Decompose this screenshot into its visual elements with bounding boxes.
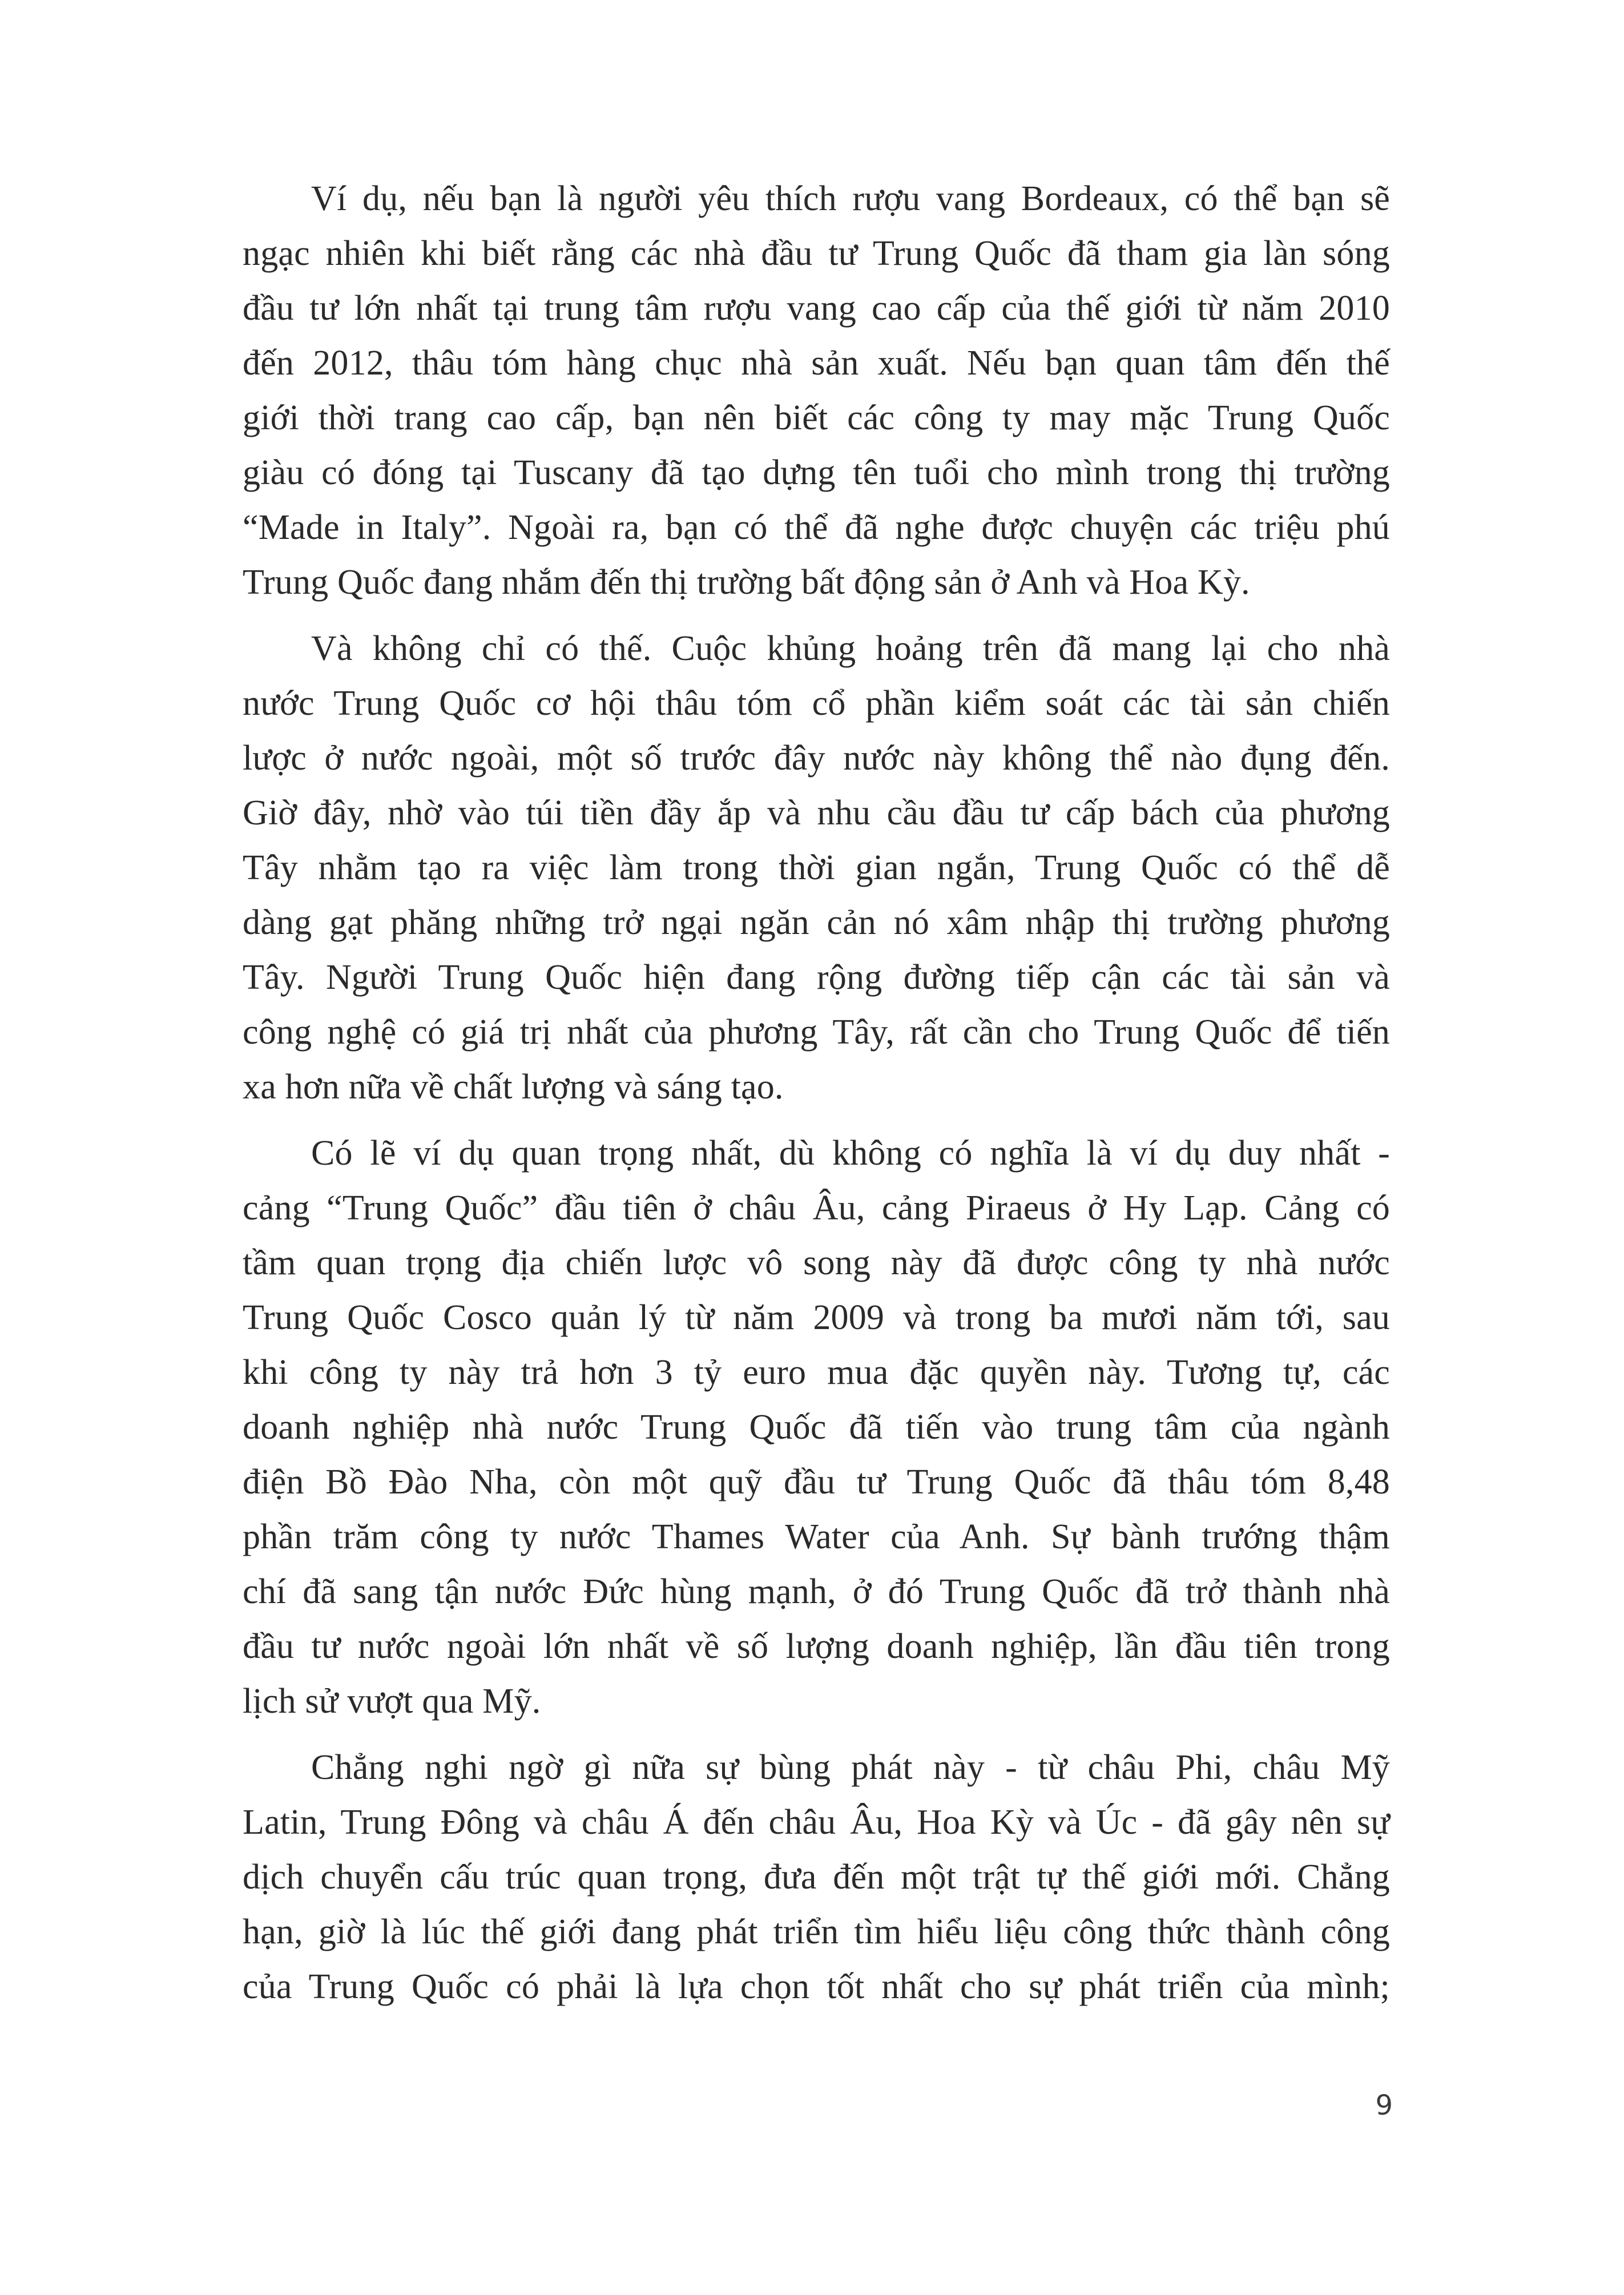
text-line: khi công ty này trả hơn 3 tỷ euro mua đặc quyền này. Tương tự, các [243,1353,1390,1392]
text-line: đến 2012, thâu tóm hàng chục nhà sản xuất. Nếu bạn quan tâm đến thế [243,344,1390,382]
body-text [243,171,1390,2014]
text-line: Latin, Trung Đông và châu Á đến châu Âu, Hoa Kỳ và Úc - đã gây nên sự [243,1803,1390,1842]
text-line: doanh nghiệp nhà nước Trung Quốc đã tiến vào trung tâm của ngành [243,1408,1390,1447]
text-line: nước Trung Quốc cơ hội thâu tóm cổ phần kiểm soát các tài sản chiến [243,684,1390,723]
text-line: Giờ đây, nhờ vào túi tiền đầy ắp và nhu cầu đầu tư cấp bách của phương [243,794,1390,832]
text-line: công nghệ có giá trị nhất của phương Tây, rất cần cho Trung Quốc để tiến [243,1013,1390,1052]
text-line: Tây nhằm tạo ra việc làm trong thời gian ngắn, Trung Quốc có thể dễ [243,848,1390,887]
text-line: “Made in Italy”. Ngoài ra, bạn có thể đã nghe được chuyện các triệu phú [243,508,1390,547]
paragraph-3 [243,1126,1390,1729]
text-line: Có lẽ ví dụ quan trọng nhất, dù không có nghĩa là ví dụ duy nhất - [311,1134,1390,1173]
paragraph-1 [243,171,1390,610]
paragraph-4 [243,1740,1390,2014]
text-line: giới thời trang cao cấp, bạn nên biết các công ty may mặc Trung Quốc [243,398,1390,437]
text-line: Ví dụ, nếu bạn là người yêu thích rượu vang Bordeaux, có thể bạn sẽ [311,179,1390,218]
text-line: dịch chuyển cấu trúc quan trọng, đưa đến một trật tự thế giới mới. Chẳng [243,1858,1390,1897]
text-line: tầm quan trọng địa chiến lược vô song này đã được công ty nhà nước [243,1243,1390,1282]
text-line: cảng “Trung Quốc” đầu tiên ở châu Âu, cảng Piraeus ở Hy Lạp. Cảng có [243,1189,1390,1227]
text-line: đầu tư lớn nhất tại trung tâm rượu vang cao cấp của thế giới từ năm 2010 [243,289,1390,328]
text-line: giàu có đóng tại Tuscany đã tạo dựng tên tuổi cho mình trong thị trường [243,453,1390,492]
paragraph-2 [243,621,1390,1114]
text-line: chí đã sang tận nước Đức hùng mạnh, ở đó Trung Quốc đã trở thành nhà [243,1572,1390,1611]
text-line: xa hơn nữa về chất lượng và sáng tạo. [243,1068,784,1106]
text-line: Chẳng nghi ngờ gì nữa sự bùng phát này - từ châu Phi, châu Mỹ [311,1748,1390,1787]
page-number: 9 [1375,2089,1393,2121]
text-line: lược ở nước ngoài, một số trước đây nước này không thể nào đụng đến. [243,739,1390,778]
text-line: Tây. Người Trung Quốc hiện đang rộng đường tiếp cận các tài sản và [243,958,1390,997]
text-line: phần trăm công ty nước Thames Water của Anh. Sự bành trướng thậm [243,1517,1390,1556]
text-line: Và không chỉ có thế. Cuộc khủng hoảng trên đã mang lại cho nhà [311,629,1390,668]
text-line: ngạc nhiên khi biết rằng các nhà đầu tư Trung Quốc đã tham gia làn sóng [243,234,1390,273]
text-line: đầu tư nước ngoài lớn nhất về số lượng doanh nghiệp, lần đầu tiên trong [243,1627,1390,1666]
text-line: Trung Quốc đang nhắm đến thị trường bất động sản ở Anh và Hoa Kỳ. [243,563,1250,602]
text-line: Trung Quốc Cosco quản lý từ năm 2009 và trong ba mươi năm tới, sau [243,1298,1390,1337]
text-line: điện Bồ Đào Nha, còn một quỹ đầu tư Trung Quốc đã thâu tóm 8,48 [243,1463,1390,1501]
text-line: dàng gạt phăng những trở ngại ngăn cản nó xâm nhập thị trường phương [243,903,1390,942]
text-line: hạn, giờ là lúc thế giới đang phát triển tìm hiểu liệu công thức thành công [243,1913,1390,1951]
text-line: lịch sử vượt qua Mỹ. [243,1682,541,1721]
text-line: của Trung Quốc có phải là lựa chọn tốt nhất cho sự phát triển của mình; [243,1967,1390,2006]
